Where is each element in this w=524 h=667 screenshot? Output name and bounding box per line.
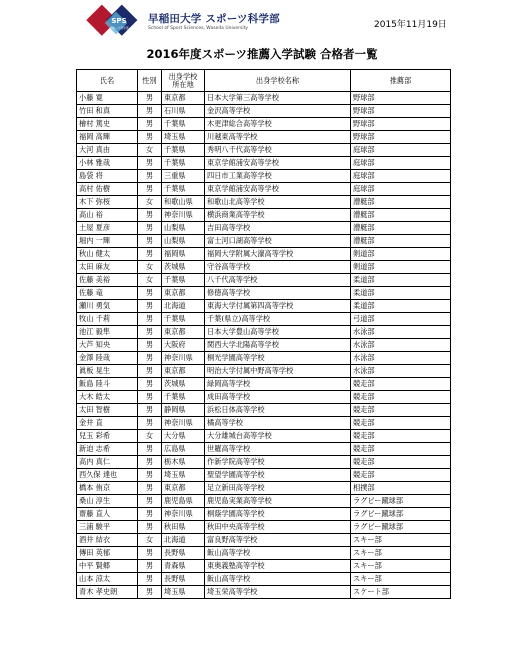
table-row <box>77 287 451 300</box>
cell-gender: 女 <box>138 261 162 274</box>
cell-school: 吉田高等学校 <box>205 222 351 235</box>
cell-name: 山本 涼太 <box>77 573 138 586</box>
cell-school: 浜松日体高等学校 <box>205 404 351 417</box>
cell-gender: 男 <box>138 157 162 170</box>
cell-school: 秋田中央高等学校 <box>205 521 351 534</box>
cell-prefecture: 千葉県 <box>162 274 205 287</box>
cell-prefecture: 神奈川県 <box>162 352 205 365</box>
cell-prefecture: 東京都 <box>162 365 205 378</box>
table-row <box>77 300 451 313</box>
cell-name: 小藤 寛 <box>77 92 138 105</box>
cell-gender: 男 <box>138 339 162 352</box>
cell-gender: 男 <box>138 313 162 326</box>
cell-club: 野球部 <box>351 131 451 144</box>
cell-gender: 男 <box>138 443 162 456</box>
cell-name: 竹田 和真 <box>77 105 138 118</box>
cell-prefecture: 大分県 <box>162 430 205 443</box>
cell-club: 競走部 <box>351 378 451 391</box>
table-row <box>77 92 451 105</box>
cell-gender: 男 <box>138 482 162 495</box>
header-origin-line2: 所在地 <box>172 79 194 89</box>
cell-prefecture: 静岡県 <box>162 404 205 417</box>
cell-name: 池江 毅隼 <box>77 326 138 339</box>
cell-prefecture: 東京都 <box>162 326 205 339</box>
cell-club: 庭球部 <box>351 170 451 183</box>
cell-club: 柔道部 <box>351 274 451 287</box>
table-row <box>77 456 451 469</box>
cell-name: 牧山 千莉 <box>77 313 138 326</box>
table-row <box>77 404 451 417</box>
cell-name: 島袋 将 <box>77 170 138 183</box>
cell-gender: 男 <box>138 378 162 391</box>
table-row <box>77 274 451 287</box>
cell-school: 桐蔭学園高等学校 <box>205 508 351 521</box>
table-row <box>77 170 451 183</box>
table-row <box>77 586 451 599</box>
cell-gender: 男 <box>138 560 162 573</box>
cell-gender: 男 <box>138 508 162 521</box>
cell-gender: 男 <box>138 326 162 339</box>
cell-school: 秀明八千代高等学校 <box>205 144 351 157</box>
table-row <box>77 469 451 482</box>
cell-gender: 男 <box>138 92 162 105</box>
header-name: 氏名 <box>77 70 138 92</box>
cell-school: 金沢高等学校 <box>205 105 351 118</box>
table-header-row <box>77 70 451 92</box>
cell-club: スキー部 <box>351 547 451 560</box>
cell-school: 和歌山北高等学校 <box>205 196 351 209</box>
cell-school: 福岡大学附属大濠高等学校 <box>205 248 351 261</box>
cell-gender: 女 <box>138 144 162 157</box>
cell-name: 橋本 侑京 <box>77 482 138 495</box>
cell-prefecture: 茨城県 <box>162 378 205 391</box>
cell-gender: 女 <box>138 196 162 209</box>
cell-school: 明治大学付属中野高等学校 <box>205 365 351 378</box>
cell-prefecture: 千葉県 <box>162 157 205 170</box>
cell-club: 競走部 <box>351 443 451 456</box>
page-title: 2016年度スポーツ推薦入学試験 合格者一覧 <box>146 47 378 61</box>
table-row <box>77 235 451 248</box>
cell-name: 青木 孝史朗 <box>77 586 138 599</box>
cell-gender: 男 <box>138 521 162 534</box>
cell-club: 水泳部 <box>351 326 451 339</box>
cell-name: 太田 智樹 <box>77 404 138 417</box>
table-row <box>77 443 451 456</box>
cell-club: 弓道部 <box>351 313 451 326</box>
table-row <box>77 157 451 170</box>
cell-school: 東京学館浦安高等学校 <box>205 183 351 196</box>
cell-club: 漕艇部 <box>351 209 451 222</box>
cell-gender: 男 <box>138 131 162 144</box>
table-row <box>77 482 451 495</box>
cell-gender: 男 <box>138 495 162 508</box>
organization-name-english: School of Sport Sciences, Waseda University <box>148 26 249 31</box>
cell-gender: 女 <box>138 430 162 443</box>
cell-name: 瀬川 勇気 <box>77 300 138 313</box>
cell-name: 大木 皓太 <box>77 391 138 404</box>
cell-prefecture: 北海道 <box>162 300 205 313</box>
table-row <box>77 495 451 508</box>
cell-school: 横浜商業高等学校 <box>205 209 351 222</box>
table-row <box>77 430 451 443</box>
cell-club: 剣道部 <box>351 248 451 261</box>
cell-club: 水泳部 <box>351 339 451 352</box>
cell-gender: 男 <box>138 352 162 365</box>
cell-name: 土屋 夏彦 <box>77 222 138 235</box>
cell-club: 競走部 <box>351 456 451 469</box>
cell-prefecture: 秋田県 <box>162 521 205 534</box>
cell-gender: 男 <box>138 547 162 560</box>
results-table <box>76 69 451 599</box>
cell-name: 兒玉 彩希 <box>77 430 138 443</box>
cell-gender: 男 <box>138 170 162 183</box>
cell-club: 競走部 <box>351 430 451 443</box>
cell-prefecture: 東京都 <box>162 482 205 495</box>
cell-club: 柔道部 <box>351 287 451 300</box>
cell-name: 檜村 篤史 <box>77 118 138 131</box>
table-row <box>77 391 451 404</box>
table-row <box>77 118 451 131</box>
cell-name: 飯島 陸斗 <box>77 378 138 391</box>
cell-prefecture: 山梨県 <box>162 222 205 235</box>
cell-gender: 男 <box>138 391 162 404</box>
table-row <box>77 313 451 326</box>
cell-club: スキー部 <box>351 573 451 586</box>
cell-school: 鹿児島実業高等学校 <box>205 495 351 508</box>
sps-logo <box>84 4 144 42</box>
cell-name: 木下 弥桜 <box>77 196 138 209</box>
cell-name: 桑山 淳生 <box>77 495 138 508</box>
cell-school: 日本大学第三高等学校 <box>205 92 351 105</box>
cell-name: 高村 佑樹 <box>77 183 138 196</box>
cell-club: 競走部 <box>351 391 451 404</box>
cell-name: 秋山 健太 <box>77 248 138 261</box>
cell-club: スキー部 <box>351 560 451 573</box>
cell-school: 飯山高等学校 <box>205 547 351 560</box>
table-row <box>77 339 451 352</box>
document-date: 2015年11月19日 <box>374 20 447 30</box>
cell-club: 漕艇部 <box>351 222 451 235</box>
cell-school: 千葉(県立)高等学校 <box>205 313 351 326</box>
table-row <box>77 196 451 209</box>
cell-school: 木更津総合高等学校 <box>205 118 351 131</box>
cell-school: 川越東高等学校 <box>205 131 351 144</box>
cell-club: 水泳部 <box>351 352 451 365</box>
cell-club: ラグビー蹴球部 <box>351 508 451 521</box>
cell-school: 八千代高等学校 <box>205 274 351 287</box>
cell-name: 金井 直 <box>77 417 138 430</box>
cell-club: 競走部 <box>351 469 451 482</box>
cell-club: 競走部 <box>351 404 451 417</box>
cell-club: 庭球部 <box>351 144 451 157</box>
cell-name: 大河 真由 <box>77 144 138 157</box>
cell-school: 四日市工業高等学校 <box>205 170 351 183</box>
cell-name: 福岡 高輝 <box>77 131 138 144</box>
cell-prefecture: 大阪府 <box>162 339 205 352</box>
cell-name: 三浦 駿平 <box>77 521 138 534</box>
cell-gender: 男 <box>138 469 162 482</box>
table-row <box>77 547 451 560</box>
cell-school: 成田高等学校 <box>205 391 351 404</box>
cell-club: ラグビー蹴球部 <box>351 521 451 534</box>
cell-prefecture: 茨城県 <box>162 261 205 274</box>
cell-school: 埼玉栄高等学校 <box>205 586 351 599</box>
cell-gender: 女 <box>138 274 162 287</box>
cell-gender: 男 <box>138 456 162 469</box>
cell-prefecture: 千葉県 <box>162 144 205 157</box>
header-school: 出身学校名称 <box>205 70 351 92</box>
cell-gender: 男 <box>138 235 162 248</box>
cell-club: 庭球部 <box>351 183 451 196</box>
cell-prefecture: 神奈川県 <box>162 209 205 222</box>
cell-gender: 男 <box>138 105 162 118</box>
cell-gender: 男 <box>138 209 162 222</box>
table-row <box>77 378 451 391</box>
cell-gender: 男 <box>138 586 162 599</box>
cell-name: 高内 真仁 <box>77 456 138 469</box>
cell-name: 眞板 晃生 <box>77 365 138 378</box>
cell-school: 日本大学豊山高等学校 <box>205 326 351 339</box>
cell-school: 飯山高等学校 <box>205 573 351 586</box>
cell-gender: 男 <box>138 183 162 196</box>
cell-prefecture: 青森県 <box>162 560 205 573</box>
table-row <box>77 560 451 573</box>
cell-school: 富良野高等学校 <box>205 534 351 547</box>
cell-prefecture: 千葉県 <box>162 391 205 404</box>
cell-school: 桐光学園高等学校 <box>205 352 351 365</box>
cell-gender: 男 <box>138 222 162 235</box>
cell-prefecture: 長野県 <box>162 573 205 586</box>
cell-school: 大分雄城台高等学校 <box>205 430 351 443</box>
cell-club: 競走部 <box>351 417 451 430</box>
cell-club: 漕艇部 <box>351 235 451 248</box>
cell-club: 水泳部 <box>351 365 451 378</box>
cell-prefecture: 和歌山県 <box>162 196 205 209</box>
cell-prefecture: 北海道 <box>162 534 205 547</box>
cell-name: 酒井 結衣 <box>77 534 138 547</box>
cell-prefecture: 山梨県 <box>162 235 205 248</box>
cell-prefecture: 千葉県 <box>162 313 205 326</box>
cell-school: 修徳高等学校 <box>205 287 351 300</box>
cell-club: 漕艇部 <box>351 196 451 209</box>
table-row <box>77 222 451 235</box>
cell-club: 庭球部 <box>351 157 451 170</box>
cell-school: 守谷高等学校 <box>205 261 351 274</box>
table-row <box>77 326 451 339</box>
header-gender: 性別 <box>138 70 162 92</box>
cell-gender: 男 <box>138 287 162 300</box>
logo-text: SPS <box>111 17 127 25</box>
table-row <box>77 105 451 118</box>
table-row <box>77 573 451 586</box>
table-row <box>77 209 451 222</box>
header-club: 推薦部 <box>351 70 451 92</box>
cell-prefecture: 栃木県 <box>162 456 205 469</box>
cell-gender: 男 <box>138 248 162 261</box>
cell-name: 金澤 陸哉 <box>77 352 138 365</box>
table-row <box>77 521 451 534</box>
cell-school: 橘高等学校 <box>205 417 351 430</box>
cell-club: 野球部 <box>351 105 451 118</box>
cell-prefecture: 広島県 <box>162 443 205 456</box>
cell-gender: 男 <box>138 417 162 430</box>
cell-club: 相撲部 <box>351 482 451 495</box>
cell-prefecture: 三重県 <box>162 170 205 183</box>
cell-gender: 男 <box>138 118 162 131</box>
cell-name: 中平 賢郷 <box>77 560 138 573</box>
table-row <box>77 534 451 547</box>
table-row <box>77 144 451 157</box>
cell-club: スケート部 <box>351 586 451 599</box>
cell-prefecture: 福岡県 <box>162 248 205 261</box>
cell-prefecture: 鹿児島県 <box>162 495 205 508</box>
cell-prefecture: 東京都 <box>162 287 205 300</box>
table-row <box>77 183 451 196</box>
table-row <box>77 508 451 521</box>
table-row <box>77 131 451 144</box>
cell-name: 西久保 達也 <box>77 469 138 482</box>
cell-prefecture: 埼玉県 <box>162 586 205 599</box>
cell-club: 剣道部 <box>351 261 451 274</box>
cell-club: 野球部 <box>351 118 451 131</box>
cell-school: 聖望学園高等学校 <box>205 469 351 482</box>
cell-school: 関西大学北陽高等学校 <box>205 339 351 352</box>
cell-gender: 男 <box>138 404 162 417</box>
cell-prefecture: 東京都 <box>162 92 205 105</box>
header-origin-prefecture <box>162 70 205 92</box>
cell-club: 柔道部 <box>351 300 451 313</box>
cell-gender: 男 <box>138 573 162 586</box>
page-header <box>0 0 524 46</box>
table-row <box>77 352 451 365</box>
table-row <box>77 248 451 261</box>
organization-name: 早稲田大学 スポーツ科学部 <box>148 13 280 25</box>
cell-school: 東京学館浦安高等学校 <box>205 157 351 170</box>
cell-prefecture: 神奈川県 <box>162 417 205 430</box>
cell-prefecture: 埼玉県 <box>162 469 205 482</box>
cell-school: 緑岡高等学校 <box>205 378 351 391</box>
header-origin-line1: 出身学校 <box>168 71 198 81</box>
table-row <box>77 417 451 430</box>
cell-name: 堀内 一輝 <box>77 235 138 248</box>
cell-school: 作新学院高等学校 <box>205 456 351 469</box>
cell-name: 佐藤 美裕 <box>77 274 138 287</box>
cell-prefecture: 神奈川県 <box>162 508 205 521</box>
cell-gender: 女 <box>138 534 162 547</box>
cell-school: 東海大学付属第四高等学校 <box>205 300 351 313</box>
cell-club: 野球部 <box>351 92 451 105</box>
cell-name: 新迫 志希 <box>77 443 138 456</box>
table-row <box>77 261 451 274</box>
cell-name: 太田 麻友 <box>77 261 138 274</box>
cell-gender: 男 <box>138 300 162 313</box>
cell-prefecture: 長野県 <box>162 547 205 560</box>
cell-school: 東奥義塾高等学校 <box>205 560 351 573</box>
logo-subtext: スポーツ科学部 <box>109 26 129 30</box>
table-row <box>77 365 451 378</box>
cell-prefecture: 千葉県 <box>162 118 205 131</box>
cell-name: 大芦 知央 <box>77 339 138 352</box>
cell-prefecture: 埼玉県 <box>162 131 205 144</box>
cell-school: 世羅高等学校 <box>205 443 351 456</box>
cell-name: 傳田 英郁 <box>77 547 138 560</box>
cell-club: ラグビー蹴球部 <box>351 495 451 508</box>
cell-name: 高山 裕 <box>77 209 138 222</box>
cell-prefecture: 石川県 <box>162 105 205 118</box>
cell-gender: 男 <box>138 365 162 378</box>
cell-name: 佐藤 竜 <box>77 287 138 300</box>
cell-name: 小林 雅哉 <box>77 157 138 170</box>
cell-club: スキー部 <box>351 534 451 547</box>
cell-school: 足立新田高等学校 <box>205 482 351 495</box>
cell-name: 齋藤 直人 <box>77 508 138 521</box>
cell-school: 富士河口湖高等学校 <box>205 235 351 248</box>
table-body <box>77 92 451 599</box>
cell-prefecture: 千葉県 <box>162 183 205 196</box>
